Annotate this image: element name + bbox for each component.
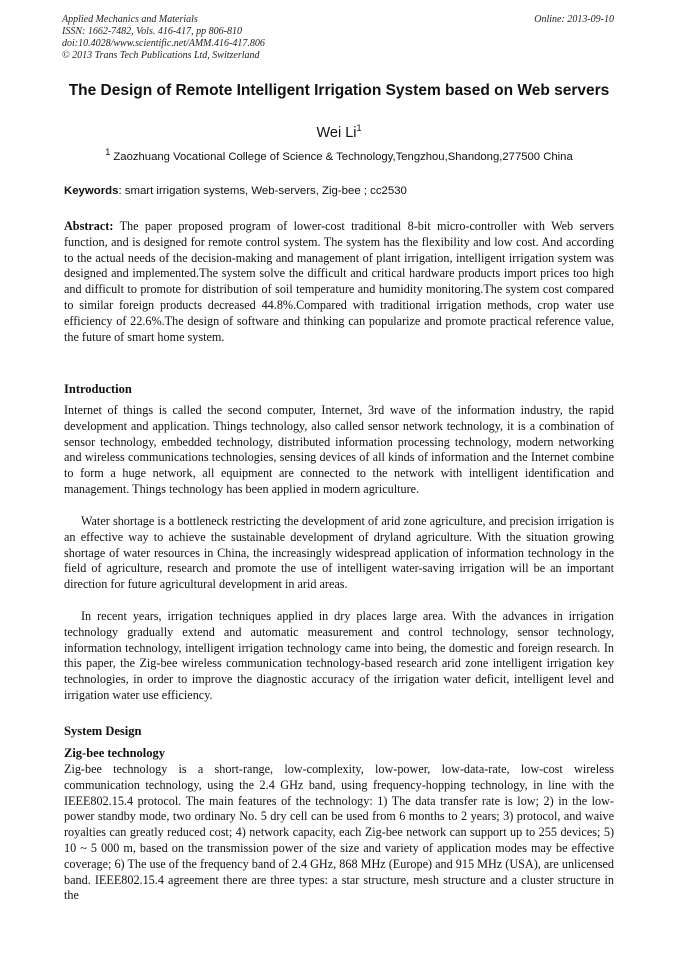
keywords-text: : smart irrigation systems, Web-servers, Zig-bee ; cc2530 [118, 185, 407, 197]
doi-line: doi:10.4028/www.scientific.net/AMM.416-417.806 [62, 38, 265, 49]
zigbee-subheading: Zig-bee technology [64, 746, 166, 760]
abstract-label: Abstract: [64, 219, 114, 233]
abstract-paragraph [64, 219, 614, 345]
affiliation-text: Zaozhuang Vocational College of Science & Technology,Tengzhou,Shandong,277500 China [113, 151, 573, 163]
keywords-label: Keywords [64, 185, 119, 197]
affiliation-line [64, 147, 614, 164]
paper-title: The Design of Remote Intelligent Irrigation System based on Web servers [68, 82, 610, 99]
abstract-text: The paper proposed program of lower-cost traditional 8-bit micro-controller with Web servers function, and is designed for remote control system. The system has the flexibility and low cost. And according to the actual needs of the decision-making and management of plant irrigation, intelligent irrigation system was designed and implemented.The system solve the difficult and critical hardware products import prices too high and difficult to promote for distribution of soil temperature and humidity monitoring.The system cost compared to similar foreign products decreased 44.8%.Compared with traditional irrigation methods, crop water use efficiency of 22.6%.The design of software and thinking can popularize and promote practical reference value, the future of smart home system. [64, 219, 614, 344]
copyright-line: © 2013 Trans Tech Publications Ltd, Switzerland [62, 50, 260, 61]
system-design-heading: System Design [64, 724, 142, 738]
intro-paragraph-1: Internet of things is called the second computer, Internet, 3rd wave of the information industry, the rapid development and application. Things technology, also called sensor network technology, it is a combination of sensor technology, embedded technology, distributed information processing technology, modern networking and wireless communications technologies, sensing devices of all kinds of information and the Internet combine to form a huge network, all equipment are connected to the network with intelligent identification and management. Things technology has been applied in modern agriculture. [64, 403, 614, 496]
issn-line: ISSN: 1662-7482, Vols. 416-417, pp 806-810 [62, 26, 242, 37]
zigbee-paragraph-1: Zig-bee technology is a short-range, low-complexity, low-power, low-data-rate, low-cost wireless communication technology, using the 2.4 GHz band, using frequency-hopping technology, in line with the IEEE802.15.4 protocol. The main features of the technology: 1) The data transfer rate is low; 2) in the low-power standby mode, two ordinary No. 5 dry cell can be used from 6 months to 2 years; 3) protocol, and waive royalties can greatly reduced cost; 4) network capacity, each Zig-bee network can support up to 255 devices; 5) 10 ~ 5 000 m, based on the transmission power of the size and variety of application modes may be effective coverage; 6) The use of the frequency band of 2.4 GHz, 868 MHz (Europe) and 915 MHz (USA), are unlicensed band. IEEE802.15.4 agreement there are three types: a star structure, mesh structure and a cluster structure in the [64, 762, 614, 903]
online-date: Online: 2013-09-10 [534, 14, 614, 25]
author-sup: 1 [356, 123, 362, 134]
author-name: Wei Li [316, 125, 357, 141]
journal-name: Applied Mechanics and Materials [62, 14, 198, 25]
keywords-line [64, 184, 616, 198]
affiliation-sup: 1 [105, 147, 111, 158]
journal-header [62, 14, 265, 62]
introduction-heading: Introduction [64, 382, 132, 396]
intro-paragraph-3: In recent years, irrigation techniques applied in dry places large area. With the advances in irrigation technology gradually extend and automatic measurement and control technology, sensor technology, information technology, intelligent irrigation technology came into being, the domestic and foreign research. In this paper, the Zig-bee wireless communication technology-based research arid zone intelligent irrigation key technologies, in order to improve the diagnostic accuracy of the irrigation water deficit, intelligent level and irrigation water use efficiency. [64, 609, 614, 702]
intro-paragraph-2: Water shortage is a bottleneck restricting the development of arid zone agriculture, and precision irrigation is an effective way to achieve the sustainable development of dryland agriculture. With the situation growing shortage of water resources in China, the increasingly widespread application of information technology in the field of agriculture, research and promote the use of intelligent water-saving irrigation will be an important direction for future agricultural development in arid areas. [64, 514, 614, 592]
author-line [64, 124, 614, 142]
